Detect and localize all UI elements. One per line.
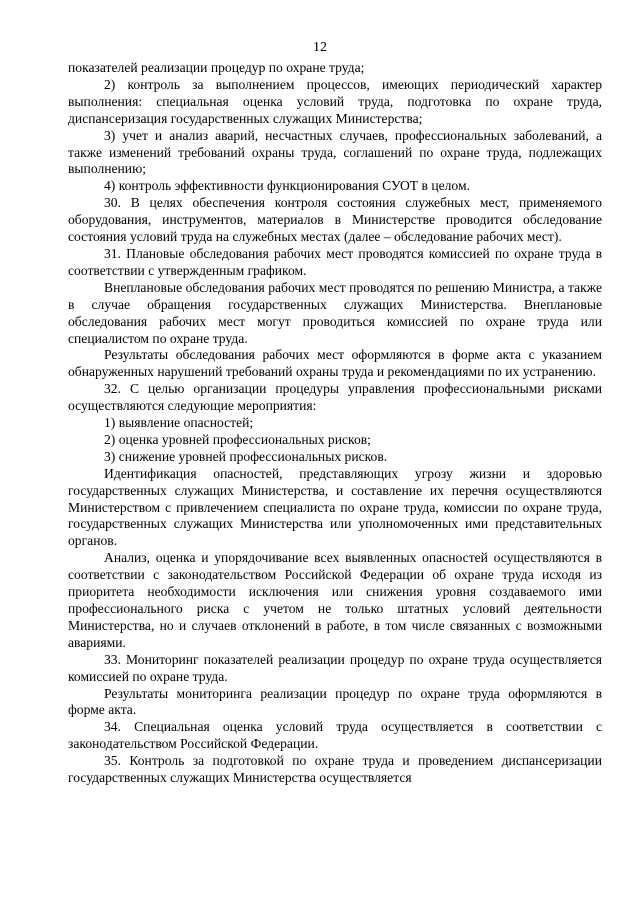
list-item: 3) снижение уровней профессиональных рисков.: [104, 448, 388, 464]
paragraph: 4) контроль эффективности функционирования СУОТ в целом.: [104, 178, 470, 194]
paragraph: 3) учет и анализ аварий, несчастных случаев, профессиональных заболеваний, а также изменений требований охраны труда, соглашений по охране труда, подлежащих выполнению;: [68, 127, 602, 177]
paragraph: 31. Плановые обследования рабочих мест проводятся комиссией по охране труда в соответствии с утвержденным графиком.: [68, 245, 602, 278]
paragraph: Анализ, оценка и упорядочивание всех выявленных опасностей осуществляются в соответствии с законодательством Российской Федерации об охране труда исходя из приоритета необходимости исключения или снижения уровня создаваемого ими профессионального риска с учетом не только штатных условий деятельности Министерства, но и случаев отклонений в работе, в том числе связанных с возможными авариями.: [68, 550, 602, 650]
paragraph: Результаты обследования рабочих мест оформляются в форме акта с указанием обнаруженных нарушений требований охраны труда и рекомендациями по их устранению.: [68, 347, 602, 380]
document-body: [68, 60, 602, 787]
paragraph: 34. Специальная оценка условий труда осуществляется в соответствии с законодательством Российской Федерации.: [68, 719, 602, 752]
paragraph: 2) контроль за выполнением процессов, имеющих периодический характер выполнения: специальная оценка условий труда, подготовка по охране труда, диспансеризация государственных служащих Министерства;: [68, 76, 602, 126]
paragraph: Идентификация опасностей, представляющих угрозу жизни и здоровью государственных служащих Министерства, и составление их перечня осуществляются Министерством с привлечением специалиста по охране труда, комиссии по охране труда, государственных служащих Министерства или уполномоченных ими представительных органов.: [68, 465, 602, 549]
list-item: 2) оценка уровней профессиональных рисков;: [104, 431, 371, 447]
paragraph: 33. Мониторинг показателей реализации процедур по охране труда осуществляется комиссией по охране труда.: [68, 651, 602, 684]
list-item: 1) выявление опасностей;: [104, 415, 254, 431]
paragraph: Результаты мониторинга реализации процедур по охране труда оформляются в форме акта.: [68, 685, 602, 718]
page-number: 12: [313, 40, 327, 55]
paragraph: 32. С целью организации процедуры управления профессиональными рисками осуществляются следующие мероприятия:: [68, 381, 602, 414]
paragraph-continuation: показателей реализации процедур по охране труда;: [68, 60, 365, 75]
paragraph: Внеплановые обследования рабочих мест проводятся по решению Министра, а также в случае обращения государственных служащих Министерства. Внеплановые обследования рабочих мест могут проводиться комиссией по охране труда или специалистом по охране труда.: [68, 279, 602, 346]
paragraph: 30. В целях обеспечения контроля состояния служебных мест, применяемого оборудования, инструментов, материалов в Министерстве проводится обследование состояния условий труда на служебных местах (далее – обследование рабочих мест).: [68, 195, 602, 245]
paragraph: 35. Контроль за подготовкой по охране труда и проведением диспансеризации государственных служащих Министерства осуществляется: [68, 753, 602, 786]
